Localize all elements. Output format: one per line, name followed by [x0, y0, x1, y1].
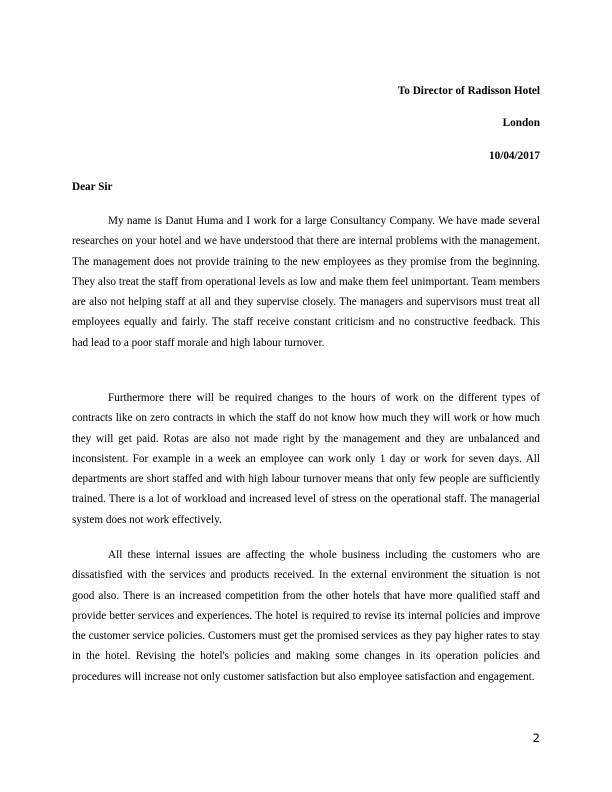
body-paragraph-3: All these internal issues are affecting the whole business including the customers who are dissatisfied with the services and products received. In the external environment the situation is not good also. There is an increased competition from the other hotels that have more qualified staff and provide better services and experiences. The hotel is required to revise its internal policies and improve the customer service policies. Customers must get the promised services as they pay higher rates to stay in the hotel. Revising the hotel's policies and making some changes in its operation policies and procedures will increase not only customer satisfaction but also employee satisfaction and engagement.: [72, 549, 540, 683]
page-number: 2: [532, 731, 540, 745]
salutation: Dear Sir: [72, 181, 113, 193]
city-line: London: [502, 117, 540, 129]
recipient-line: To Director of Radisson Hotel: [397, 85, 540, 97]
date-line: 10/04/2017: [489, 150, 540, 162]
body-paragraph-1: My name is Danut Huma and I work for a large Consultancy Company. We have made several researches on your hotel and we have understood that there are internal problems with the management. The management does not provide training to the new employees as they promise from the beginning. They also treat the staff from operational levels as low and make them feel unimportant. Team members are also not helping staff at all and they supervise closely. The managers and supervisors must treat all employees equally and fairly. The staff receive constant criticism and no constructive feedback. This had lead to a poor staff morale and high labour turnover.: [72, 215, 540, 349]
body-paragraph-2: Furthermore there will be required changes to the hours of work on the different types of contracts like on zero contracts in which the staff do not know how much they will work or how much they will get paid. Rotas are also not made right by the management and they are unbalanced and inconsistent. For example in a week an employee can work only 1 day or work for seven days. All departments are short staffed and with high labour turnover means that only few people are sufficiently trained. There is a lot of workload and increased level of stress on the operational staff. The managerial system does not work effectively.: [72, 392, 540, 526]
